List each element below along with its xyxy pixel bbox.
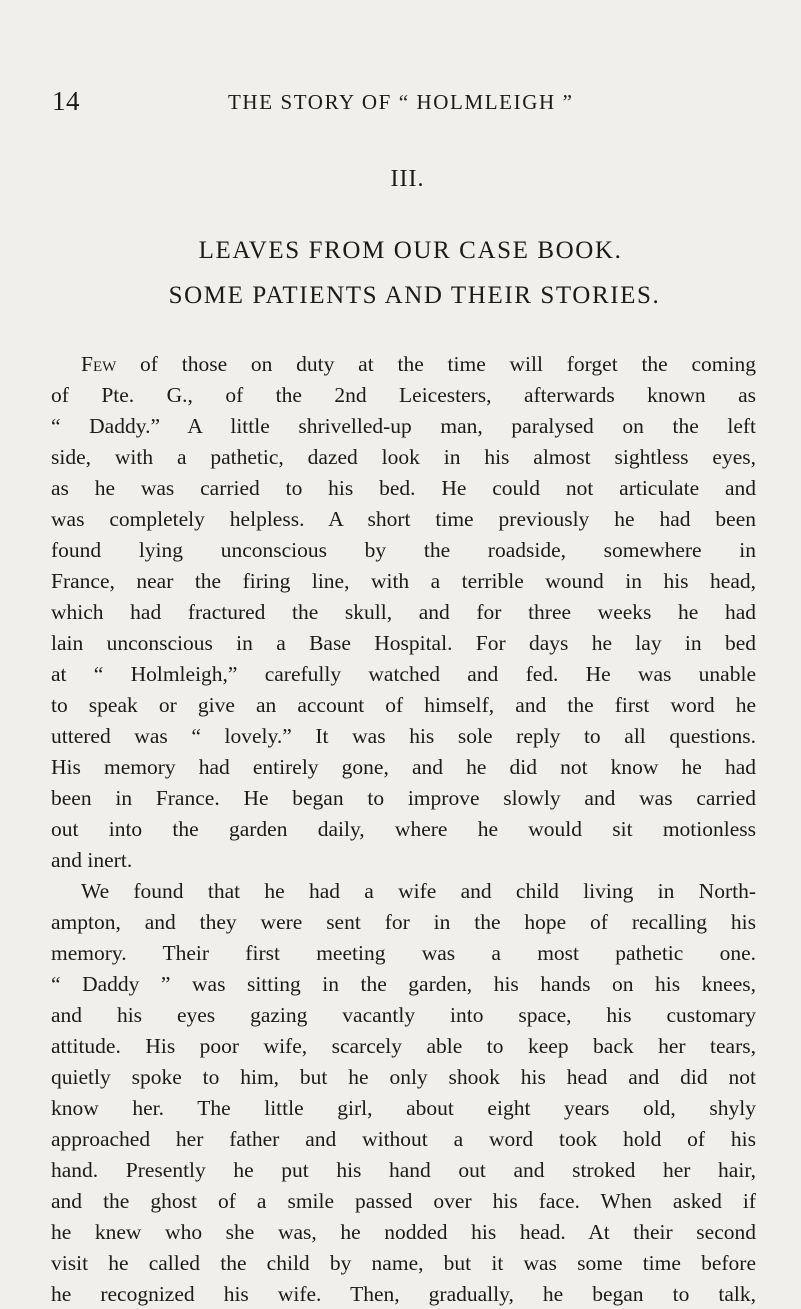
text-line: attitude. His poor wife, scarcely able to keep back her tears, (51, 1034, 756, 1058)
text-line: which had fractured the skull, and for three weeks he had (51, 600, 756, 624)
text-line: memory. Their first meeting was a most pathetic one. (51, 941, 756, 965)
text-line: ampton, and they were sent for in the hope of recalling his (51, 910, 756, 934)
text-line: he recognized his wife. Then, gradually, he began to talk, (51, 1282, 756, 1306)
text-line: approached her father and without a word took hold of his (51, 1127, 756, 1151)
text-line: found lying unconscious by the roadside, somewhere in (51, 538, 756, 562)
text-line: quietly spoke to him, but he only shook his head and did not (51, 1065, 756, 1089)
text-line: and the ghost of a smile passed over his face. When asked if (51, 1189, 756, 1213)
text-line: visit he called the child by name, but it was some time before (51, 1251, 756, 1275)
text-line: “ Daddy.” A little shrivelled-up man, paralysed on the left (51, 414, 756, 438)
chapter-title-line-1: LEAVES FROM OUR CASE BOOK. (198, 237, 623, 264)
text-line: know her. The little girl, about eight years old, shyly (51, 1096, 756, 1120)
text-line: “ Daddy ” was sitting in the garden, his hands on his knees, (51, 972, 756, 996)
text-line: and inert. (51, 848, 133, 872)
chapter-number: III. (390, 166, 425, 192)
text-line: of Pte. G., of the 2nd Leicesters, afterwards known as (51, 383, 756, 407)
text-line: out into the garden daily, where he would sit motionless (51, 817, 756, 841)
text-line: Few of those on duty at the time will forget the coming (81, 352, 756, 376)
text-line: lain unconscious in a Base Hospital. For days he lay in bed (51, 631, 756, 655)
running-head: THE STORY OF “ HOLMLEIGH ” (228, 90, 574, 114)
chapter-title-line-2: SOME PATIENTS AND THEIR STORIES. (168, 282, 661, 309)
text-line: been in France. He began to improve slowly and was carried (51, 786, 756, 810)
text-line: side, with a pathetic, dazed look in his almost sightless eyes, (51, 445, 756, 469)
text-line: France, near the firing line, with a terrible wound in his head, (51, 569, 756, 593)
text-line: was completely helpless. A short time previously he had been (51, 507, 756, 531)
text-line: to speak or give an account of himself, and the first word he (51, 693, 756, 717)
text-line: uttered was “ lovely.” It was his sole reply to all questions. (51, 724, 756, 748)
text-line: His memory had entirely gone, and he did not know he had (51, 755, 756, 779)
page-number: 14 (52, 86, 80, 116)
text-line: and his eyes gazing vacantly into space, his customary (51, 1003, 756, 1027)
text-line: as he was carried to his bed. He could not articulate and (51, 476, 756, 500)
text-line: at “ Holmleigh,” carefully watched and fed. He was unable (51, 662, 756, 686)
text-line: hand. Presently he put his hand out and stroked her hair, (51, 1158, 756, 1182)
lead-word: Few (81, 352, 117, 376)
text-line: We found that he had a wife and child living in North- (81, 879, 756, 903)
text-line: he knew who she was, he nodded his head. At their second (51, 1220, 756, 1244)
